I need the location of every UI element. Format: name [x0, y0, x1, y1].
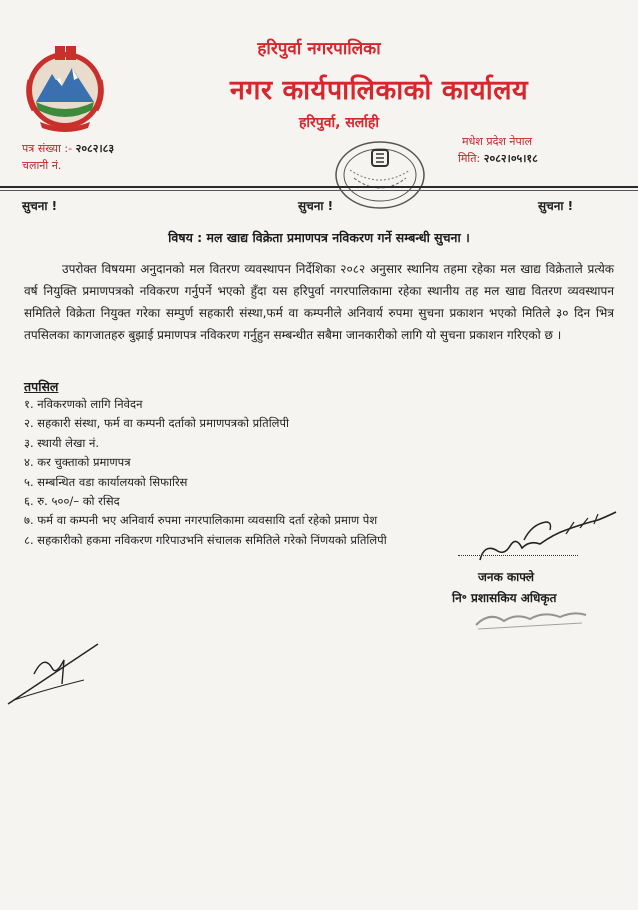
list-item: ३. स्थायी लेखा नं.: [24, 435, 100, 450]
municipality-name: हरिपुर्वा नगरपालिका: [257, 39, 381, 59]
list-item: ४. कर चुक्ताको प्रमाणपत्र: [24, 455, 131, 470]
notice-body: उपरोक्त विषयमा अनुदानको मल वितरण व्यवस्थापन निर्देशिका २०८२ अनुसार स्थानिय तहमा रहेका मल खाद्य विक्रेताले प्रत्येक वर्ष नियुक्ति प्रमाणपत्रको नविकरण गर्नुपर्ने भएको हुँदा यस हरिपुर्वा नगरपालिकामा रहेका स्थानीय तह मल खाद्य वितरण व्यवस्थापन समितिले विक्रेता नियुक्त गरेका सम्पुर्ण सहकारी संस्था,फर्म वा कम्पनीले अनिवार्य रुपमा सुचना प्रकाशन भएको मितिले ३० दिन भित्र तपसिलका कागजातहरु बुझाई प्रमाणपत्र नविकरण गर्नुहुन सम्बन्धीत सबैमा जानकारीको लागि यो सुचना प्रकाशन गरिएको छ ।: [24, 262, 614, 342]
list-item: ८. सहकारीको हकमा नविकरण गरिपाउभनि संचालक समितिले गरेको निंणयको प्रतिलिपी: [24, 532, 387, 547]
signature-line: [458, 555, 578, 556]
province-name: मधेश प्रदेश नेपाल: [462, 135, 533, 148]
document-list: [24, 395, 387, 550]
letter-date: [458, 150, 538, 167]
list-item: ६. रु. ५००/– को रसिद: [24, 494, 120, 509]
name-stamp-icon: [470, 603, 590, 633]
office-location: हरिपुर्वा, सर्लाही: [299, 115, 379, 131]
province-block: [458, 133, 538, 167]
signer-title: नि॰ प्रशासकिय अधिकृत: [452, 591, 557, 605]
notice-label-center: सुचना !: [298, 199, 334, 213]
reference-block: [22, 140, 114, 174]
date-label: मिति:: [458, 152, 481, 165]
header-divider: [0, 186, 638, 188]
list-item: ५. सम्बन्धित वडा कार्यालयको सिफारिस: [24, 474, 188, 489]
list-item: ७. फर्म वा कम्पनी भए अनिवार्य रुपमा नगरपालिकामा व्यवसायि दर्ता रहेको प्रमाण पेश: [24, 513, 378, 528]
dispatch-number: [22, 157, 114, 174]
list-item: २. सहकारी संस्था, फर्म वा कम्पनी दर्ताको प्रमाणपत्रको प्रतिलिपी: [24, 416, 289, 431]
notice-label-right: सुचना !: [538, 199, 574, 213]
notice-subject: विषय : मल खाद्य विक्रेता प्रमाणपत्र नविकरण गर्ने सम्बन्धी सुचना ।: [168, 230, 470, 245]
margin-initial-icon: [4, 634, 104, 714]
signer-name: जनक काफ्ले: [478, 570, 534, 584]
office-seal-icon: [332, 138, 428, 212]
letter-number-value: २०८२।८३: [75, 142, 115, 155]
letter-number-label: पत्र संख्या :-: [22, 142, 73, 155]
office-title: नगर कार्यपालिकाको कार्यालय: [229, 75, 529, 106]
document-list-title: तपसिल: [24, 379, 59, 394]
notice-label-left: सुचना !: [22, 199, 58, 213]
letter-number: [22, 140, 114, 157]
list-item: १. नविकरणको लागि निवेदन: [24, 397, 143, 411]
header-divider-thin: [0, 190, 638, 191]
dispatch-number-label: चलानी नं.: [22, 159, 62, 172]
date-value: २०८२।०५।१८: [483, 152, 538, 165]
